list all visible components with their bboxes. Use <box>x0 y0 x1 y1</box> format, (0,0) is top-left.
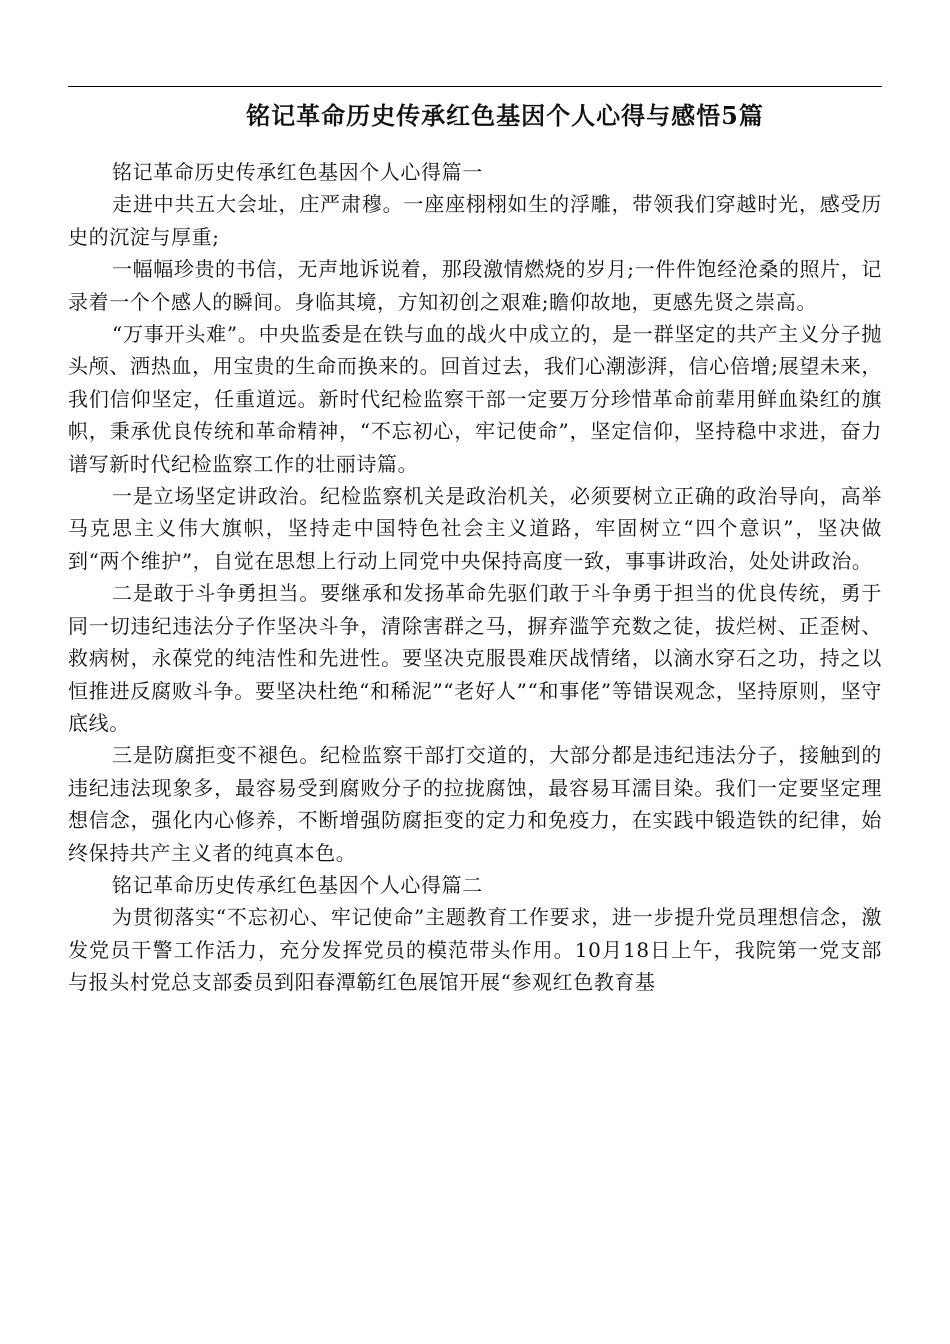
document-title: 铭记革命历史传承红色基因个人心得与感悟5篇 <box>246 101 764 130</box>
document-body <box>68 150 882 999</box>
section-heading-1: 铭记革命历史传承红色基因个人心得篇一 <box>112 160 483 184</box>
paragraph: 一是立场坚定讲政治。纪检监察机关是政治机关，必须要树立正确的政治导向，高举马克思主义伟大旗帜，坚持走中国特色社会主义道路，牢固树立“四个意识”，坚决做到“两个维护”，自觉在思想上行动上同党中央保持高度一致，事事讲政治，处处讲政治。 <box>68 484 882 573</box>
paragraph: 为贯彻落实“不忘初心、牢记使命”主题教育工作要求，进一步提升党员理想信念，激发党员干警工作活力，充分发挥党员的模范带头作用。10月18日上午，我院第一党支部与报头村党总支部委员到阳春潭簕红色展馆开展“参观红色教育基 <box>68 905 882 995</box>
header-rule <box>68 86 882 87</box>
paragraph: 一幅幅珍贵的书信，无声地诉说着，那段激情燃烧的岁月;一件件饱经沧桑的照片，记录着一个个感人的瞬间。身临其境，方知初创之艰难;瞻仰故地，更感先贤之崇高。 <box>68 257 882 314</box>
paragraph: “万事开头难”。中央监委是在铁与血的战火中成立的，是一群坚定的共产主义分子抛头颅、洒热血，用宝贵的生命而换来的。回首过去，我们心潮澎湃，信心倍增;展望未来，我们信仰坚定，任重道远。新时代纪检监察干部一定要万分珍惜革命前辈用鲜血染红的旗帜，秉承优良传统和革命精神，“不忘初心，牢记使命”，坚定信仰，坚持稳中求进，奋力谱写新时代纪检监察工作的壮丽诗篇。 <box>68 322 882 476</box>
paragraph: 三是防腐拒变不褪色。纪检监察干部打交道的，大部分都是违纪违法分子，接触到的违纪违法现象多，最容易受到腐败分子的拉拢腐蚀，最容易耳濡目染。我们一定要坚定理想信念，强化内心修养，不断增强防腐拒变的定力和免疫力，在实践中锻造铁的纪律，始终保持共产主义者的纯真本色。 <box>68 743 882 865</box>
paragraph: 走进中共五大会址，庄严肃穆。一座座栩栩如生的浮雕，带领我们穿越时光，感受历史的沉淀与厚重; <box>68 192 882 249</box>
section-heading-2: 铭记革命历史传承红色基因个人心得篇二 <box>112 872 483 897</box>
paragraph: 二是敢于斗争勇担当。要继承和发扬革命先驱们敢于斗争勇于担当的优良传统，勇于同一切违纪违法分子作坚决斗争，清除害群之马，摒弃滥竽充数之徒，拔烂树、正歪树、救病树，永葆党的纯洁性和先进性。要坚决克服畏难厌战情绪，以滴水穿石之功，持之以恒推进反腐败斗争。要坚决杜绝“和稀泥”“老好人”“和事佬”等错误观念，坚持原则，坚守底线。 <box>68 581 882 735</box>
